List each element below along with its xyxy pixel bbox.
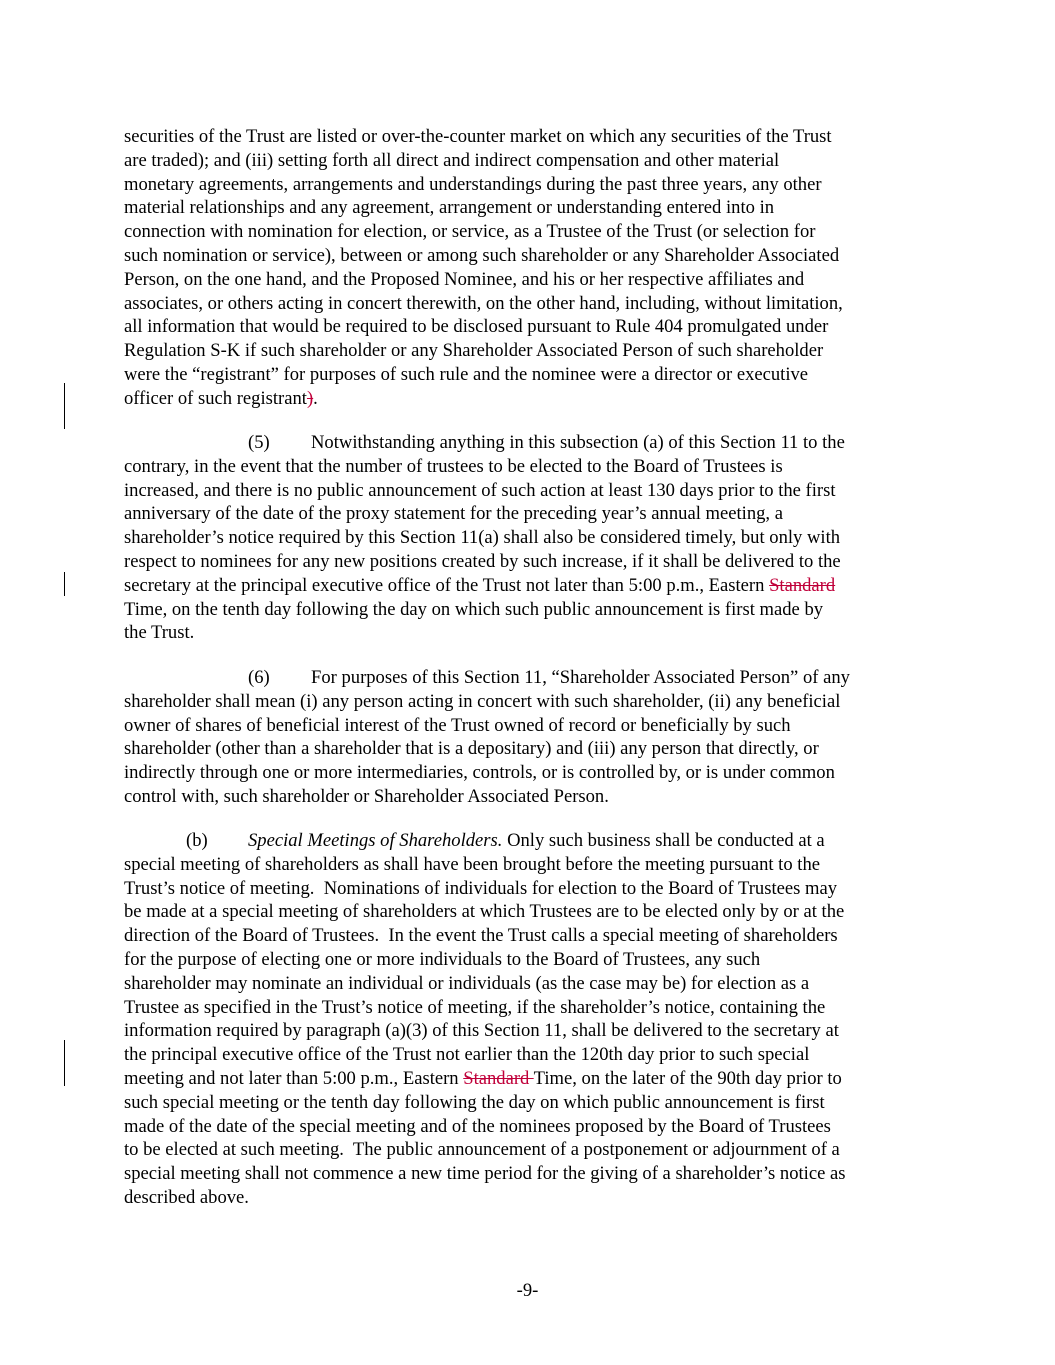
text-line [124,666,934,690]
text-segment: Only such business shall be conducted at a [502,830,825,851]
text-line: securities of the Trust are listed or over-the-counter market on which any securities of the Trust [124,126,832,147]
text-line: shareholder’s notice required by this Section 11(a) shall also be considered timely, but only with [124,527,841,549]
text-line: shareholder may nominate an individual or individuals (as the case may be) for election as a [124,972,810,994]
paragraph-number: (5) [248,432,270,453]
text-line: indirectly through one or more intermediaries, controls, or is controlled by, or is under common [124,762,835,784]
text-line [124,574,934,598]
paragraph-6 [124,666,934,809]
text-line: Regulation S-K if such shareholder or any Shareholder Associated Person of such shareholder [124,340,824,362]
text-line: associates, or others acting in concert therewith, on the other hand, including, without limitation, [124,292,843,314]
text-line: special meeting shall not commence a new time period for the giving of a shareholder’s notice as [124,1163,846,1185]
change-bar [64,572,65,596]
paragraph-number: (b) [186,830,208,851]
text-line: increased, and there is no public announcement of such action at least 130 days prior to the first [124,479,836,501]
text-line: the principal executive office of the Trust not earlier than the 120th day prior to such special [124,1044,810,1066]
paragraph-number: (6) [248,667,270,688]
text-line: Trustee as specified in the Trust’s notice of meeting, if the shareholder’s notice, containing the [124,996,826,1018]
text-line: direction of the Board of Trustees. In the event the Trust calls a special meeting of shareholders [124,925,838,947]
text-line: all information that would be required to be disclosed pursuant to Rule 404 promulgated under [124,316,829,338]
text-line: shareholder (other than a shareholder that is a depositary) and (iii) any person that directly, or [124,738,819,760]
text-line: made of the date of the special meeting and of the nominees proposed by the Board of Trustees [124,1115,831,1137]
paragraph-b [124,829,934,1210]
text-segment: meeting and not later than 5:00 p.m., Eastern [124,1067,464,1089]
text-line: such nomination or service), between or among such shareholder or any Shareholder Associated [124,244,840,266]
text-line: are traded); and (iii) setting forth all direct and indirect compensation and other material [124,149,780,171]
text-segment: secretary at the principal executive office of the Trust not later than 5:00 p.m., Eastern [124,574,770,596]
text-line: anniversary of the date of the proxy statement for the preceding year’s annual meeting, a [124,503,783,525]
deleted-text: Standard [769,574,836,596]
deleted-text: Standard [463,1067,534,1089]
text-line: connection with nomination for election, or service, as a Trustee of the Trust (or selection for [124,221,816,243]
text-line [124,431,934,455]
section-heading: Special Meetings of Shareholders. [248,830,503,851]
text-segment: officer of such registrant [124,387,307,409]
text-line [124,829,934,853]
text-line: described above. [124,1186,249,1208]
change-bar [64,1040,65,1086]
text-line: Trust’s notice of meeting. Nominations of individuals for election to the Board of Trustees may [124,877,838,899]
text-line: special meeting of shareholders as shall have been brought before the meeting pursuant to the [124,853,821,875]
text-line: such special meeting or the tenth day following the day on which public announcement is first [124,1091,825,1113]
text-line: be made at a special meeting of shareholders at which Trustees are to be elected only by or at the [124,901,845,923]
text-line: information required by paragraph (a)(3) of this Section 11, shall be delivered to the secretary at [124,1020,839,1042]
text-segment: . [313,387,318,409]
text-line: the Trust. [124,622,195,644]
paragraph-5 [124,431,934,645]
change-bar [64,383,65,429]
deleted-text: ) [306,387,314,409]
text-line: respect to nominees for any new positions created by such increase, if it shall be delivered to the [124,550,841,572]
text-segment: Notwithstanding anything in this subsection (a) of this Section 11 to the [311,432,845,453]
page-number: -9- [516,1280,539,1301]
text-line [124,387,934,411]
text-line: shareholder shall mean (i) any person acting in concert with such shareholder, (ii) any beneficial [124,690,841,712]
text-line: for the purpose of electing one or more individuals to the Board of Trustees, any such [124,948,761,970]
text-line: material relationships and any agreement, arrangement or understanding entered into in [124,197,775,219]
text-line: monetary agreements, arrangements and understandings during the past three years, any other [124,173,822,195]
text-segment: Time, on the later of the 90th day prior to [533,1067,842,1089]
text-line: owner of shares of beneficial interest of the Trust owned of record or beneficially by such [124,714,791,736]
paragraph-continuation [124,125,934,411]
text-line: were the “registrant” for purposes of such rule and the nominee were a director or executive [124,363,809,385]
text-line: Time, on the tenth day following the day on which such public announcement is first made by [124,598,824,620]
text-line: Person, on the one hand, and the Proposed Nominee, and his or her respective affiliates and [124,268,805,290]
text-line [124,1067,934,1091]
text-line: contrary, in the event that the number of trustees to be elected to the Board of Trustees is [124,455,783,477]
text-line: control with, such shareholder or Shareholder Associated Person. [124,785,609,807]
text-line: to be elected at such meeting. The public announcement of a postponement or adjournment of a [124,1139,840,1161]
text-segment: For purposes of this Section 11, “Shareholder Associated Person” of any [311,667,850,688]
